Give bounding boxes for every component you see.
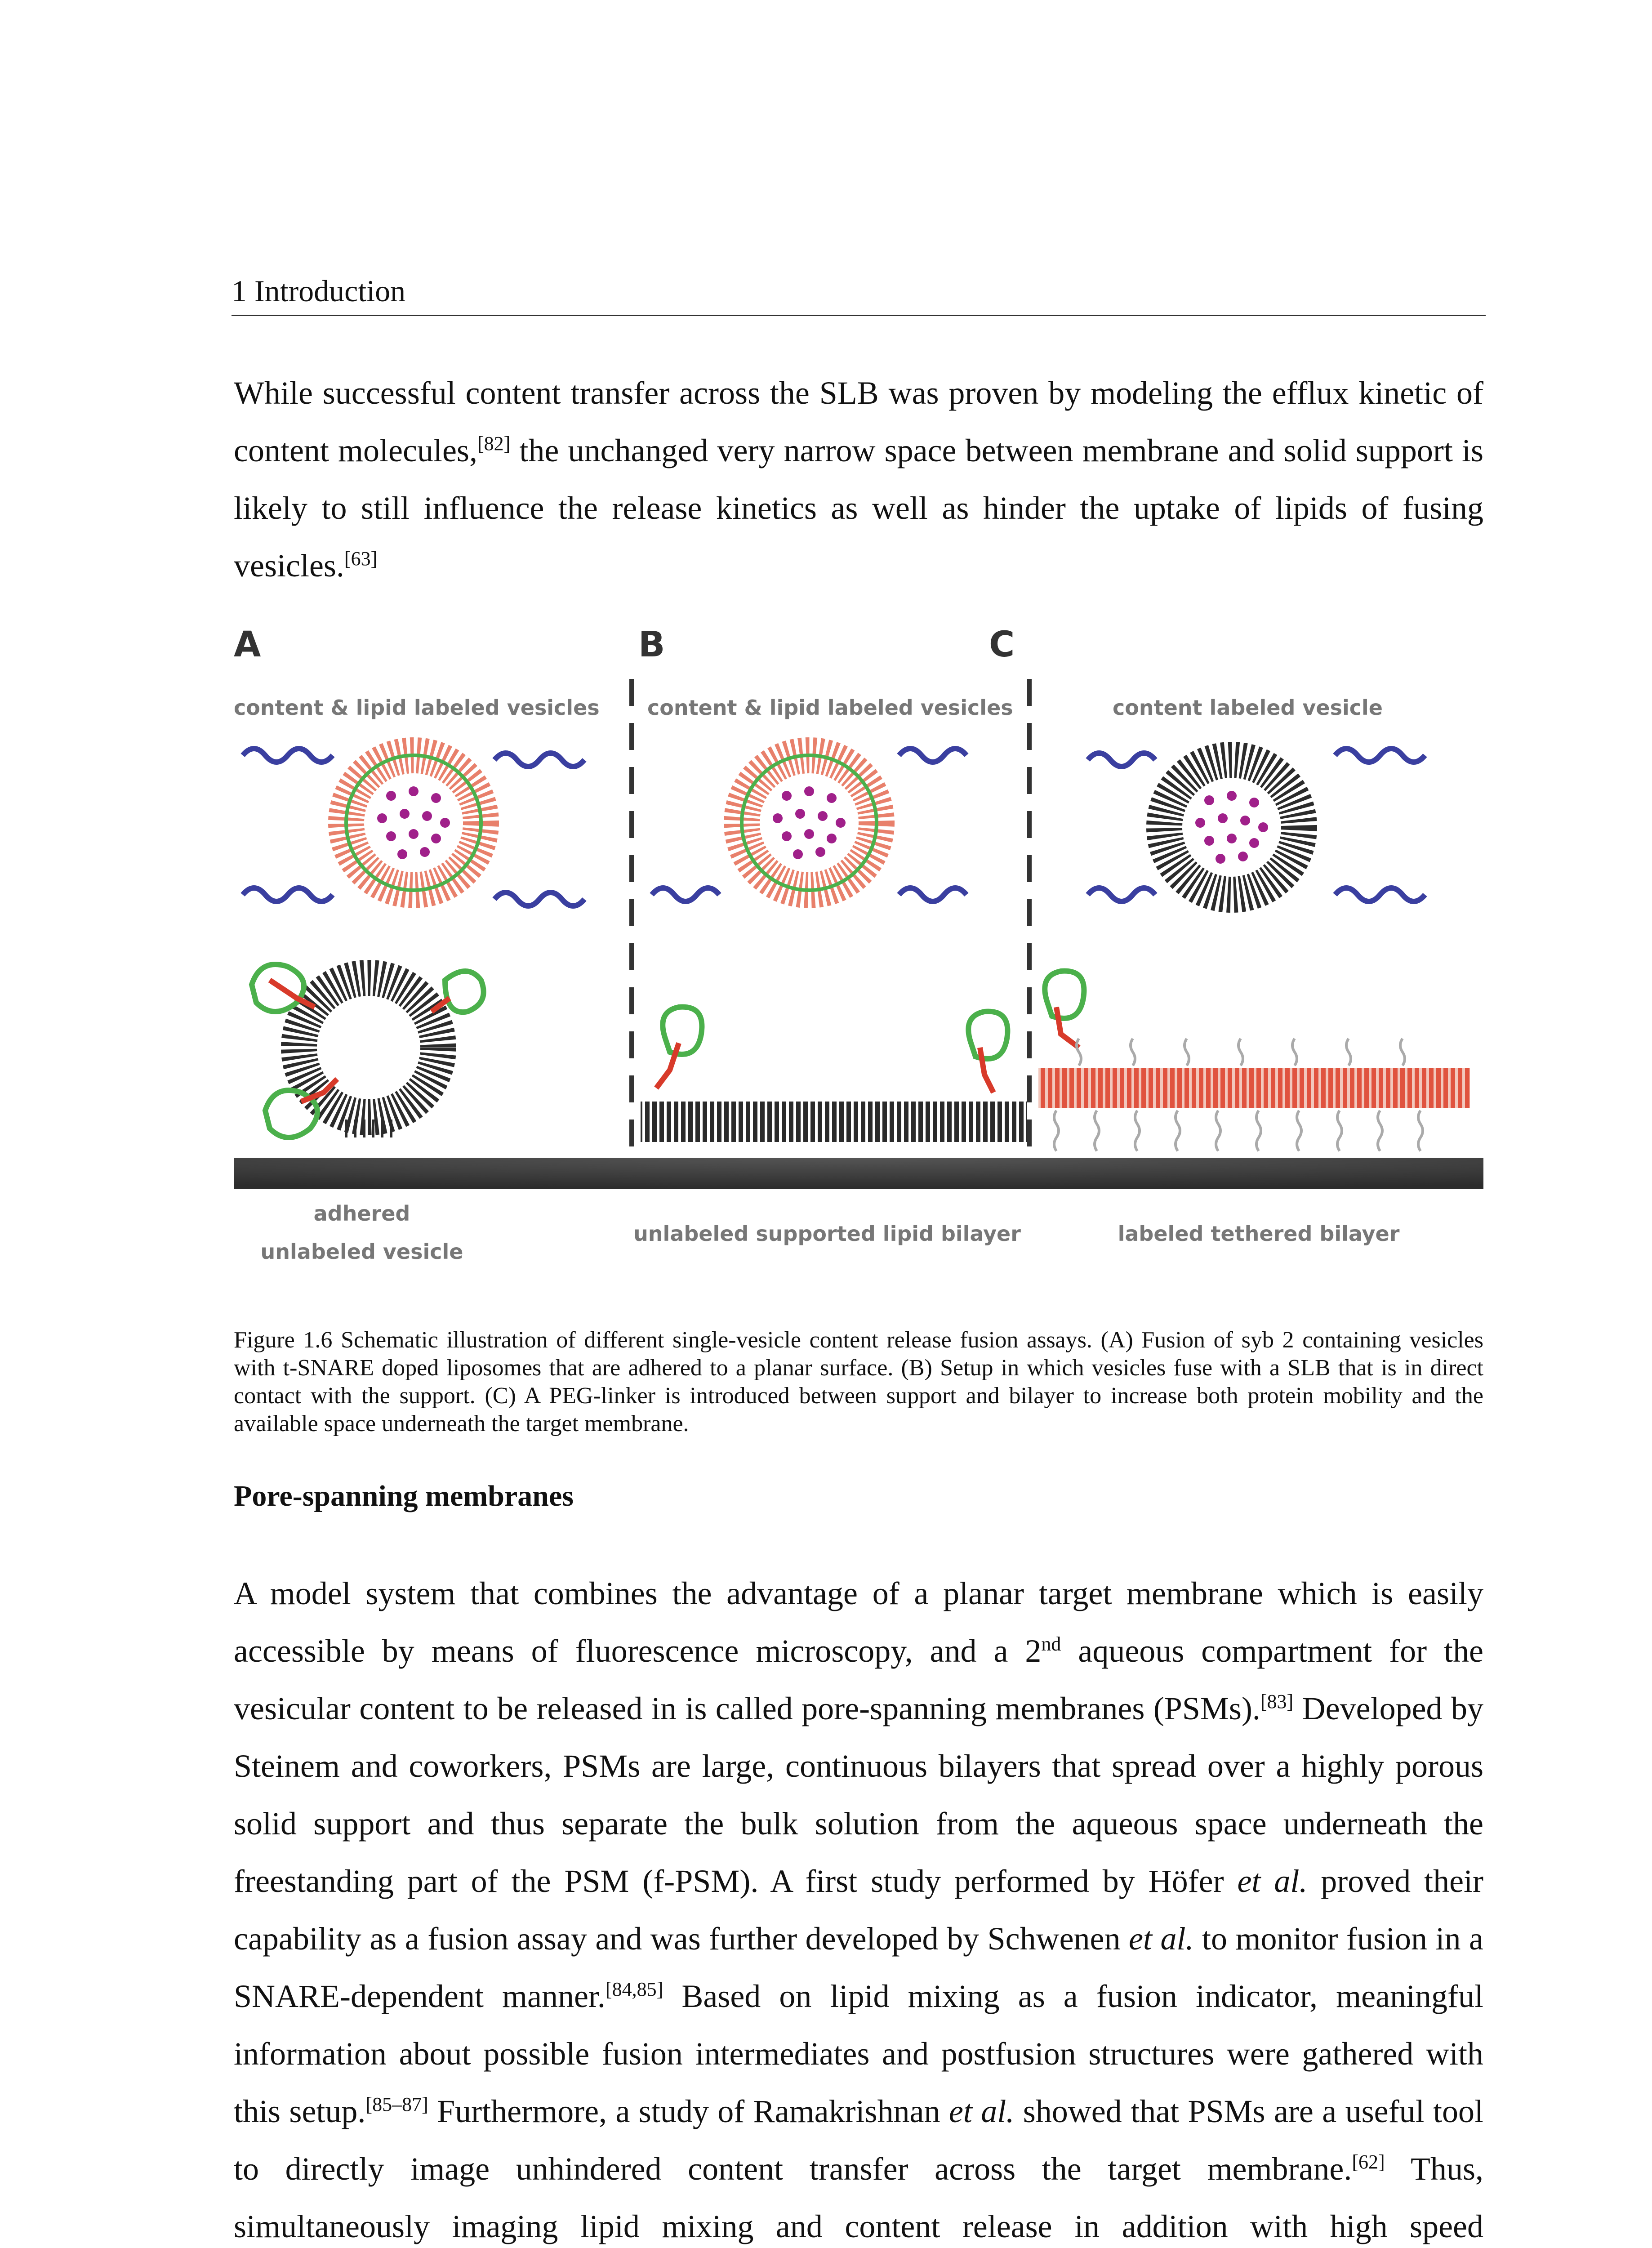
linker-a-lower-right [494, 892, 584, 906]
content-dot [409, 786, 419, 796]
linker-b-lower-left [652, 888, 719, 901]
solid-support [234, 1158, 1483, 1189]
content-dot [773, 813, 783, 823]
content-dot [1249, 838, 1259, 848]
content-dot [1218, 813, 1228, 823]
panel-a-bottom-label-2: unlabeled vesicle [260, 1240, 463, 1264]
content-dot [1195, 818, 1205, 828]
p2-text-3: Developed by Steinem and coworkers, PSMs are large, continuous bilayers that spread over a highly porous solid support and thus separate the bulk solution from the aqueous space underneath the freestanding part of the PSM (f-PSM). A first study performed by Höfer [234, 1690, 1484, 1899]
et-al-3: et al. [948, 2093, 1015, 2129]
content-dot [782, 831, 792, 841]
content-dot [1216, 854, 1225, 864]
p1-text-1: While successful content transfer across the SLB was proven by modeling the efflux kinetic of content molecules, [234, 375, 1483, 468]
content-dot [815, 847, 825, 857]
citation-83: [83] [1260, 1690, 1294, 1713]
tethered-bilayer [1038, 1068, 1470, 1108]
p2-text-1: A model system that combines the advantage of a planar target membrane which is easily accessible by means of fluorescence microscopy, and a 2 [234, 1575, 1483, 1669]
p2-text-6: Based on lipid mixing as a fusion indicator, meaningful information about possible fusion intermediates and postfusion structures were gathered with this setup. [234, 1978, 1483, 2129]
figure-caption: Figure 1.6 Schematic illustration of different single-vesicle content release fusion assays. (A) Fusion of syb 2 containing vesicles with t-SNARE doped liposomes that are adhered to a planar surface. (B) Setup in which vesicles fuse with a SLB that is in direct contact with the support. (C) A PEG-linker is introduced between support and bilayer to increase both protein mobility and the available space underneath the target membrane. [234, 1327, 1483, 1436]
linker-a-upper-right [494, 753, 584, 767]
content-dot [440, 818, 450, 828]
p2-text-5: to monitor fusion in a SNARE-dependent manner. [234, 1921, 1484, 2014]
panel-a-top-label: content & lipid labeled vesicles [234, 696, 600, 720]
content-dot [1204, 795, 1214, 805]
content-dot [804, 829, 814, 839]
content-dot [1240, 816, 1250, 825]
vesicle-b-labeled [742, 755, 877, 890]
citation-63: [63] [344, 548, 378, 570]
p2-text-8: showed that PSMs are a useful tool to directly image unhindered content transfer across the target membrane. [234, 2093, 1484, 2187]
panel-c-bottom-label: labeled tethered bilayer [1118, 1222, 1400, 1246]
figure-1-6-schematic [234, 625, 1483, 1281]
content-dot [818, 811, 828, 821]
linker-a-lower-left [243, 888, 333, 901]
p2-text-2: aqueous compartment for the vesicular content to be released in is called pore-spanning membranes (PSMs). [234, 1633, 1483, 1726]
linker-c-lower-right [1335, 888, 1425, 901]
content-dot [1258, 822, 1268, 832]
content-dot [782, 791, 792, 801]
content-dot [386, 791, 396, 801]
panel-c-top-label: content labeled vesicle [1113, 696, 1383, 720]
vesicle-a-labeled [346, 755, 481, 890]
panel-a-bottom-label-1: adhered [313, 1201, 410, 1226]
p1-text-2: the unchanged very narrow space between membrane and solid support is likely to still influence the release kinetics as well as hinder the uptake of lipids of fusing vesicles. [234, 433, 1484, 584]
p2-text-9: Thus, simultaneously imaging lipid mixing and content release in addition with high speed [234, 2151, 1483, 2244]
content-dot [397, 849, 407, 859]
citation-84-85: [84,85] [605, 1978, 663, 2000]
citation-82: [82] [477, 433, 511, 455]
paragraph-2 [234, 1565, 1483, 2248]
linker-b-upper-right [899, 749, 966, 762]
content-dot [400, 809, 410, 819]
et-al-2: et al. [1129, 1921, 1194, 1957]
content-dot [1249, 798, 1259, 807]
paragraph-1 [234, 364, 1483, 594]
content-dot [431, 834, 441, 843]
linker-c-upper-left [1088, 753, 1155, 767]
content-dot [795, 809, 805, 819]
panel-b-bottom-label: unlabeled supported lipid bilayer [633, 1222, 1021, 1246]
header-rule [232, 315, 1486, 316]
linker-a-upper-left [243, 749, 333, 762]
linker-c-lower-left [1088, 888, 1155, 901]
content-dot [386, 831, 396, 841]
content-dot [377, 813, 387, 823]
content-dot [836, 818, 846, 828]
content-dot [420, 847, 430, 857]
p2-text-4: proved their capability as a fusion assay and was further developed by Schwenen [234, 1863, 1484, 1957]
content-dot [827, 793, 837, 803]
linker-b-lower-right [899, 888, 966, 901]
panel-letter-c: C [989, 625, 1015, 665]
content-dot [409, 829, 419, 839]
et-al-1: et al. [1237, 1863, 1308, 1899]
content-dot [431, 793, 441, 803]
content-dot [804, 786, 814, 796]
panel-letter-a: A [234, 625, 261, 665]
content-dot [793, 849, 803, 859]
section-heading: Pore-spanning membranes [234, 1480, 574, 1512]
content-dot [1238, 852, 1248, 861]
content-dot [1227, 791, 1237, 801]
content-dot [1204, 836, 1214, 846]
content-dot [1227, 834, 1237, 843]
content-dot [827, 834, 837, 843]
panel-letter-b: B [638, 625, 665, 665]
superscript-nd: nd [1041, 1633, 1061, 1655]
linker-c-upper-right [1335, 749, 1425, 762]
vesicle-c-content-labeled [1164, 760, 1299, 895]
citation-62: [62] [1352, 2151, 1385, 2173]
supported-lipid-bilayer [641, 1102, 1027, 1142]
citation-85-87: [85–87] [365, 2093, 428, 2115]
p2-text-7: Furthermore, a study of Ramakrishnan [428, 2093, 949, 2129]
running-header: 1 Introduction [232, 274, 406, 308]
panel-b-top-label: content & lipid labeled vesicles [647, 696, 1013, 720]
content-dot [422, 811, 432, 821]
